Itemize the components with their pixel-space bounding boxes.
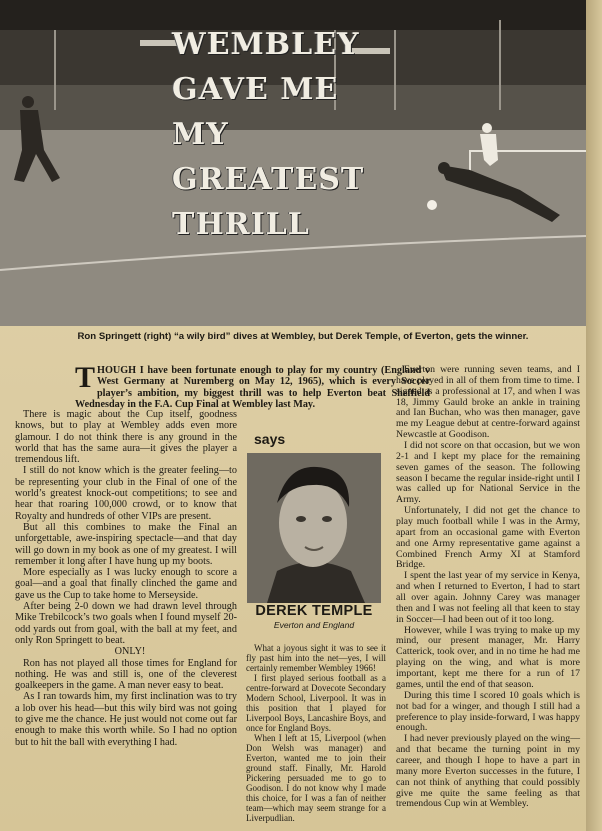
headline [172, 22, 365, 247]
drop-cap: T [75, 361, 96, 394]
paragraph: Ron has not played all those times for England for nothing. He was and still is, one of the cleverest goalkeepers in the game. A man never easy to beat. [15, 657, 237, 692]
headline-line: THRILL [172, 207, 310, 242]
article-column-2 [246, 643, 386, 823]
headline-line: MY [172, 117, 229, 152]
article-column-1 [15, 409, 237, 748]
paragraph: There is magic about the Cup itself, goodness knows, but to play at Wembley adds even more glamour. I do not think there is any ground in the world that has the same aura—it gives the player a tremendous lift. [15, 409, 237, 466]
paragraph: As I ran towards him, my first inclination was to try a lob over his head—but this wily bird was not going to give me the chance. He just would not come out far enough to make this worth while. So I had no option but to hit the ball with everything I had. [15, 691, 237, 748]
headline-line: GREATEST [172, 162, 365, 197]
paragraph: I did not score on that occasion, but we won 2-1 and I kept my place for the remaining seven games of the season. The following season I became the regular inside-right until I was called up for National Service in the Army. [396, 440, 580, 506]
page-edge [586, 0, 602, 831]
paragraph: Everton were running seven teams, and I have played in all of them from time to time. I signed as a professional at 17, and when I was 18, Jimmy Gauld broke an ankle in training and Ian Buchan, who was then manager, gave me my League debut at centre-forward against Newcastle at Goodison. [396, 364, 580, 441]
derek-temple-portrait [247, 453, 381, 603]
says-label: says [254, 431, 286, 447]
paragraph: More especially as I was lucky enough to score a goal—and a goal that finally clinched the game and gave us the Cup to take home to Merseyside. [15, 567, 237, 601]
paragraph: I still do not know which is the greater feeling—to be representing your club in the Final of one of the world’s greatest knock-out competitions; to see and hear that roaring 100,000 crowd, or to know that Royalty and hundreds of other VIPs are present. [15, 465, 237, 522]
paragraph: During this time I scored 10 goals which is not bad for a winger, and though I still had a preference to play inside-forward, I was happy enough. [396, 689, 580, 734]
paragraph: Unfortunately, I did not get the chance to play much football while I was in the Army, apart from an occasional game with Everton and one Army representative game against a Combined French Army XI at Stamford Bridge. [396, 505, 580, 571]
paragraph: I spent the last year of my service in Kenya, and when I returned to Everton, I had to start all over again. Johnny Carey was manager then and I was not feeling all that keen to stay in Soccer—I had been out of it too long. [396, 570, 580, 625]
paragraph: ONLY! [114, 646, 146, 658]
paragraph: When I left at 15, Liverpool (when Don Welsh was manager) and Everton, wanted me to join their ground staff. Finally, Mr. Harold Pickering persuaded me to go to Goodison. I do not know why I made this choice, for I was a fan of neither team—which may seem strange for a Liverpudlian. [246, 732, 386, 823]
paragraph: I first played serious football as a centre-forward at Dovecote Secondary Modern School, Liverpool. It was in this position that I played for Liverpool Boys, Lancashire Boys, and once for England Boys. [246, 672, 386, 733]
paragraph: I had never previously played on the wing—and that became the turning point in my career, and though I hope to have a part in many more Everton successes in the future, I can not think of anything that could possibly give me quite the same feeling as that tremendous Cup win at Wembley. [396, 733, 580, 810]
portrait-illustration [247, 453, 381, 603]
paragraph: However, while I was trying to make up my mind, our present manager, Mr. Harry Catterick, took over, and in no time he had me playing on the wing, and what is more important, kept me there for a run of 17 games, until the end of that season. [396, 624, 580, 690]
headline-line: GAVE ME [172, 72, 339, 107]
paragraph: What a joyous sight it was to see it fly past him into the net—yes, I will certainly remember Wembley 1966! [246, 643, 386, 673]
intro-text: HOUGH I have been fortunate enough to play for my country (England v West Germany at Nuremberg on May 12, 1965), which is every Soccer player’s ambition, my biggest thrill was to help Everton beat Sheffield Wednesday in the F.A. Cup Final at Wembley last May. [75, 365, 430, 410]
author-name: DEREK TEMPLE [255, 603, 373, 619]
paragraph: But all this combines to make the Final an unforgettable, awe-inspiring spectacle—and that day will go down in my book as one of my greatest. I will remember it long after I have hung up my boots. [15, 521, 237, 567]
headline-line: WEMBLEY [172, 27, 360, 62]
byline [247, 602, 381, 631]
match-photo [0, 0, 586, 326]
paragraph: After being 2-0 down we had drawn level through Mike Trebilcock’s two goals when I found myself 20-odd yards out from goal, with the ball at my feet, and only Ron Springett to beat. [15, 601, 237, 646]
article-column-3 [396, 365, 580, 810]
photo-caption: Ron Springett (right) “a wily bird” dives at Wembley, but Derek Temple, of Everton, gets the winner. [77, 331, 529, 342]
intro-paragraph [75, 361, 430, 410]
author-team: Everton and England [273, 620, 355, 630]
